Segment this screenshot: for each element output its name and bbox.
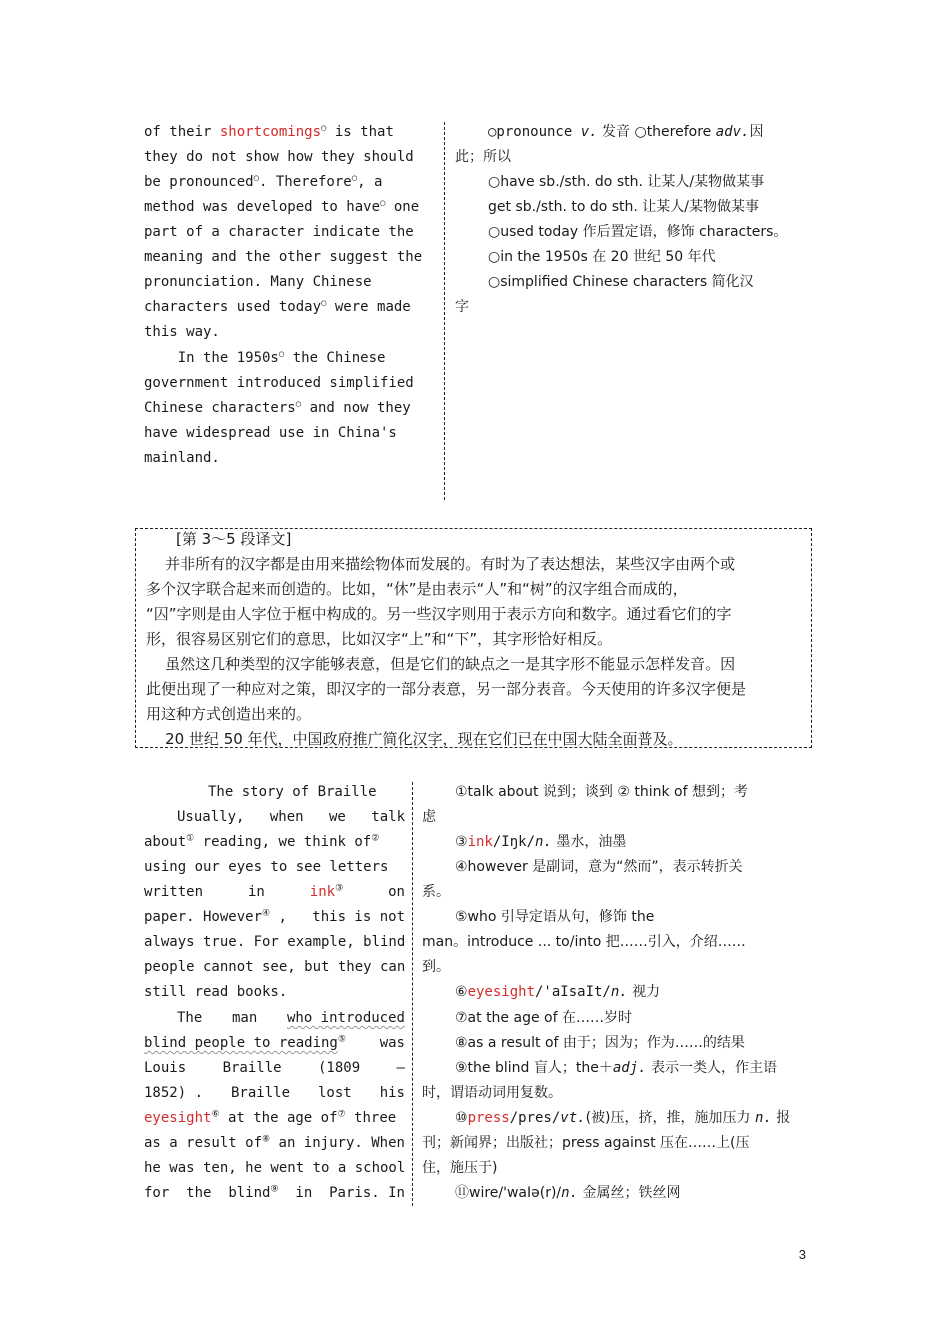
text-line bbox=[177, 805, 405, 830]
text: Louis bbox=[144, 1060, 187, 1076]
text-line: mainland. bbox=[144, 450, 220, 466]
text-line: part of a character indicate the bbox=[144, 224, 414, 240]
translation-line: 形，很容易区别它们的意思，比如汉字“上”和“下”，其字形恰好相反。 bbox=[146, 630, 613, 648]
text: were made bbox=[326, 299, 411, 315]
pos-tag: adj. bbox=[612, 1060, 647, 1076]
note-line: ○have sb./sth. do sth. 让某人/某物做某事 bbox=[488, 174, 765, 190]
pos-tag: n. bbox=[754, 1110, 772, 1126]
text: the Chinese bbox=[284, 350, 386, 366]
text-line: using our eyes to see letters bbox=[144, 859, 389, 875]
note-marker: ○ bbox=[321, 298, 327, 309]
vocab-ink: ink bbox=[309, 884, 336, 900]
text: one bbox=[385, 199, 420, 215]
text: we bbox=[329, 809, 346, 825]
text-line bbox=[144, 1181, 405, 1206]
text bbox=[228, 1181, 278, 1206]
translation-line: 20 世纪 50 年代，中国政府推广简化汉字，现在它们已在中国大陆全面普及。 bbox=[146, 730, 683, 748]
text: 1852) bbox=[144, 1085, 187, 1101]
text: 金属丝；铁丝网 bbox=[578, 1185, 681, 1201]
note-line: 字 bbox=[455, 299, 469, 315]
note-marker: ○ bbox=[278, 349, 285, 360]
text-line bbox=[144, 396, 411, 421]
text-line: have widespread use in China's bbox=[144, 425, 397, 441]
text: ⑨the blind 盲人；the＋ bbox=[455, 1060, 613, 1076]
note-marker: ○ bbox=[321, 123, 327, 134]
text: (被)压，挤，推，施加压力 bbox=[585, 1110, 755, 1126]
text: method was developed to have bbox=[144, 199, 381, 215]
note-marker: ○ bbox=[380, 198, 386, 209]
text-line: meaning and the other suggest the bbox=[144, 249, 423, 265]
text: ③ bbox=[455, 834, 468, 850]
text: Usually, bbox=[177, 809, 245, 825]
pos-tag: vt. bbox=[560, 1110, 586, 1126]
text: for bbox=[144, 1185, 170, 1201]
translation-line: 虽然这几种类型的汉字能够表意，但是它们的缺点之一是其字形不能显示怎样发音。因 bbox=[146, 655, 736, 673]
note-marker: ○ bbox=[351, 173, 358, 184]
text: as a result of bbox=[144, 1135, 263, 1151]
text: ○pronounce bbox=[488, 124, 581, 140]
text-line: government introduced simplified bbox=[144, 375, 414, 391]
text-line: this way. bbox=[144, 324, 220, 340]
text-line bbox=[144, 195, 419, 220]
text: his bbox=[379, 1085, 405, 1101]
translation-line: 此便出现了一种应对之策，即汉字的一部分表意，另一部分表音。今天使用的许多汉字便是 bbox=[146, 680, 747, 698]
text: this is not bbox=[312, 909, 405, 925]
text: . Therefore bbox=[259, 174, 352, 190]
text: 视力 bbox=[627, 984, 661, 1000]
note-line bbox=[455, 980, 660, 1005]
note-line: ⑤who 引导定语从句，修饰 the bbox=[455, 909, 655, 925]
text: we think of bbox=[270, 834, 372, 850]
text: ⑥ bbox=[455, 984, 468, 1000]
note-line bbox=[488, 120, 763, 145]
text-line bbox=[144, 1056, 405, 1081]
text bbox=[144, 905, 287, 930]
note-line: ○simplified Chinese characters 简化汉 bbox=[488, 274, 754, 290]
text: , bbox=[270, 909, 287, 925]
text-line: he was ten, he went to a school bbox=[144, 1160, 406, 1176]
text: Braille bbox=[222, 1060, 282, 1076]
text-line bbox=[144, 905, 405, 930]
column-divider bbox=[444, 122, 445, 500]
text bbox=[144, 1081, 203, 1106]
pos-tag: v. bbox=[580, 124, 598, 140]
text bbox=[144, 1031, 346, 1056]
text: — bbox=[396, 1060, 405, 1076]
text: is that bbox=[326, 124, 394, 140]
note-line: ①talk about 说到；谈到 ② think of 想到；考 bbox=[455, 784, 748, 800]
note-marker: ⑤ bbox=[337, 1034, 346, 1045]
text: on bbox=[388, 884, 405, 900]
text-line: still read books. bbox=[144, 984, 288, 1000]
text-line: people cannot see, but they can bbox=[144, 959, 406, 975]
text: (1809 bbox=[317, 1060, 361, 1076]
note-line: 时，谓语动词用复数。 bbox=[422, 1085, 562, 1101]
text: The bbox=[177, 1010, 203, 1026]
text: Braille bbox=[231, 1085, 291, 1101]
translation-line: 多个汉字联合起来而创造的。比如，“休”是由表示“人”和“树”的汉字组合而成的， bbox=[146, 580, 688, 598]
phonetic: /pres/ bbox=[509, 1110, 561, 1126]
note-line: 系。 bbox=[422, 884, 450, 900]
translation-line: 用这种方式创造出来的。 bbox=[146, 705, 312, 723]
note-marker: ② bbox=[371, 833, 380, 844]
text-line bbox=[144, 346, 385, 371]
text: paper. However bbox=[144, 909, 263, 925]
translation-box bbox=[135, 528, 812, 748]
text-line bbox=[144, 1081, 405, 1106]
note-marker: ⑦ bbox=[337, 1109, 346, 1120]
text-line bbox=[177, 1006, 405, 1031]
text: Chinese characters bbox=[144, 400, 296, 416]
note-marker: ④ bbox=[262, 908, 271, 919]
text-line bbox=[144, 1131, 405, 1156]
text: 墨水，油墨 bbox=[551, 834, 627, 850]
note-line bbox=[455, 1181, 680, 1206]
note-line: get sb./sth. to do sth. 让某人/某物做某事 bbox=[488, 199, 760, 215]
text: Paris. In bbox=[329, 1185, 405, 1201]
pos-tag: n. bbox=[610, 984, 628, 1000]
note-line bbox=[455, 1056, 777, 1081]
note-line: ○in the 1950s 在 20 世纪 50 年代 bbox=[488, 249, 716, 265]
pos-tag: n. bbox=[561, 1185, 578, 1201]
text-line bbox=[144, 880, 405, 905]
text-line: always true. For example, blind bbox=[144, 934, 406, 950]
text: lost bbox=[318, 1085, 352, 1101]
note-line: ⑦at the age of 在……岁时 bbox=[455, 1010, 632, 1026]
note-marker: ○ bbox=[295, 399, 302, 410]
vocab-press: press bbox=[467, 1110, 510, 1126]
vocab-eyesight: eyesight bbox=[467, 984, 535, 1000]
text: written bbox=[144, 884, 204, 900]
note-line: 到。 bbox=[422, 959, 450, 975]
text: blind bbox=[228, 1185, 271, 1201]
text: the bbox=[186, 1185, 212, 1201]
text-line: they do not show how they should bbox=[144, 149, 414, 165]
note-line: man。introduce ... to/into 把……引入，介绍…… bbox=[422, 934, 746, 950]
underlined-clause: who introduced bbox=[286, 1010, 405, 1026]
note-marker: ⑧ bbox=[262, 1134, 271, 1145]
phonetic: /Iŋk/ bbox=[492, 834, 536, 850]
note-line: ⑧as a result of 由于；因为；作为……的结果 bbox=[455, 1035, 745, 1051]
page-number: 3 bbox=[798, 1247, 806, 1262]
text-line bbox=[144, 120, 394, 145]
note-line: ④however 是副词，意为“然而”，表示转折关 bbox=[455, 859, 743, 875]
text-line: pronunciation. Many Chinese bbox=[144, 274, 372, 290]
vocab-eyesight: eyesight bbox=[144, 1110, 212, 1126]
note-marker: ○ bbox=[253, 173, 259, 184]
column-divider bbox=[412, 782, 413, 1206]
note-marker: ③ bbox=[335, 883, 344, 894]
story-title: The story of Braille bbox=[208, 784, 377, 800]
text: three bbox=[345, 1110, 397, 1126]
text: In the 1950s bbox=[144, 350, 279, 366]
vocab-shortcomings: shortcomings bbox=[219, 124, 322, 140]
text: , a bbox=[357, 174, 383, 190]
text: . bbox=[186, 1085, 204, 1101]
text: an injury. When bbox=[270, 1135, 405, 1151]
note-line: 刊；新闻界；出版社；press against 压在……上(压 bbox=[422, 1135, 750, 1151]
vocab-ink: ink bbox=[467, 834, 493, 850]
text: at the age of bbox=[219, 1110, 338, 1126]
pos-tag: adv. bbox=[715, 124, 750, 140]
text-line bbox=[144, 295, 411, 320]
note-line: ○used today 作后置定语，修饰 characters。 bbox=[488, 224, 788, 240]
pos-tag: n. bbox=[535, 834, 552, 850]
note-line: 虑 bbox=[422, 809, 436, 825]
phonetic: /'aIsaIt/ bbox=[535, 984, 611, 1000]
text: 表示一类人，作主语 bbox=[646, 1060, 777, 1076]
text: be pronounced bbox=[144, 174, 254, 190]
text: ⑩ bbox=[455, 1110, 468, 1126]
underlined-clause: blind people to reading bbox=[144, 1035, 338, 1051]
text: about bbox=[144, 834, 187, 850]
text: in bbox=[247, 884, 265, 900]
text: when bbox=[269, 809, 304, 825]
note-line: 住，施压于) bbox=[422, 1160, 498, 1176]
translation-line: “囚”字则是由人字位于框中构成的。另一些汉字则用于表示方向和数字。通过看它们的字 bbox=[146, 605, 732, 623]
text: man bbox=[231, 1010, 258, 1026]
text: and now they bbox=[301, 400, 411, 416]
text: reading, bbox=[194, 834, 271, 850]
text: 报 bbox=[771, 1110, 791, 1126]
note-marker: ⑥ bbox=[211, 1109, 220, 1120]
text: was bbox=[379, 1035, 405, 1051]
translation-heading: [第 3～5 段译文] bbox=[176, 530, 292, 548]
note-marker: ⑨ bbox=[270, 1184, 279, 1195]
note-line bbox=[455, 830, 626, 855]
text: 发音 ○therefore bbox=[597, 124, 716, 140]
text: ⑪wire/'waIə(r)/ bbox=[455, 1185, 562, 1201]
text: of their bbox=[144, 124, 220, 140]
ink-word bbox=[310, 880, 343, 905]
text: characters used today bbox=[144, 299, 322, 315]
note-marker: ① bbox=[186, 833, 195, 844]
note-line bbox=[455, 1106, 790, 1131]
text-line bbox=[144, 170, 382, 195]
text-line bbox=[144, 1106, 396, 1131]
text-line bbox=[144, 1031, 405, 1056]
text: 因 bbox=[749, 124, 764, 140]
note-line: 此；所以 bbox=[455, 149, 511, 165]
text-line bbox=[144, 830, 379, 855]
text: talk bbox=[371, 809, 405, 825]
translation-line: 并非所有的汉字都是由用来描绘物体而发展的。有时为了表达想法，某些汉字由两个或 bbox=[146, 555, 736, 573]
text: in bbox=[295, 1185, 313, 1201]
